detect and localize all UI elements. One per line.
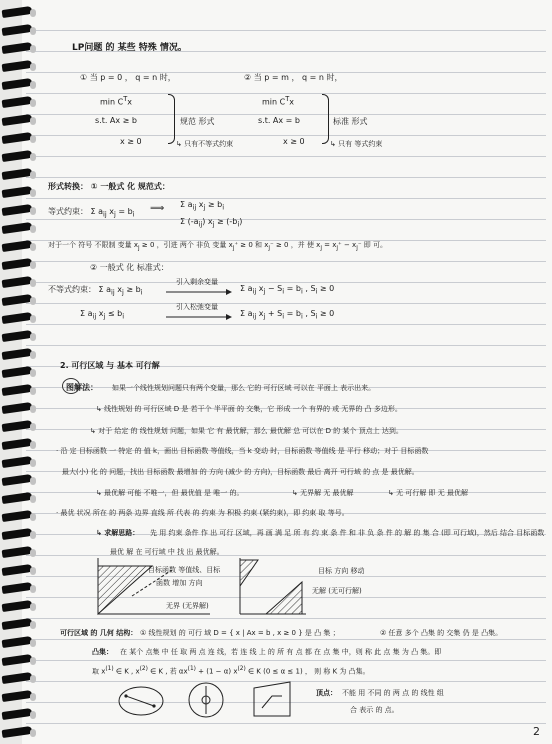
spiral-ring-icon [2, 348, 33, 360]
ruled-line [26, 198, 546, 199]
punch-hole-icon [30, 153, 36, 161]
punch-hole-icon [30, 351, 36, 359]
spiral-ring-icon [2, 564, 33, 576]
punch-hole-icon [30, 297, 36, 305]
spiral-ring-icon [2, 402, 33, 414]
punch-hole-icon [30, 333, 36, 341]
punch-hole-icon [30, 207, 36, 215]
ruled-line [26, 114, 546, 115]
punch-hole-icon [30, 585, 36, 593]
ruled-line [26, 156, 546, 157]
spiral-ring-icon [2, 222, 33, 234]
punch-hole-icon [30, 549, 36, 557]
spiral-ring-icon [2, 96, 33, 108]
vertex-definition-2: 合 表示 的 点。 [350, 706, 399, 714]
solution-approach-label: ↳ 求解思路： [96, 529, 140, 537]
geometry-point-1: ① 线性规划 的 可行 域 D = { x | Ax = b , x ≥ 0 } 是 凸 集 ； [140, 629, 340, 637]
geometry-point-2: ② 任意 多个 凸集 的 交集 仍 是 凸集。 [380, 629, 503, 637]
punch-hole-icon [30, 675, 36, 683]
surplus-arrow-icon [166, 288, 232, 296]
ruled-line [26, 660, 546, 661]
spiral-ring-icon [2, 60, 33, 72]
solution-approach-text: 先 用 约束 条件 作 出 可行 区域，再 画 满 足 所 有 约 束 条 件 和 非 负 条 件 的 解 的 集 合 (即 可行域)，然后 结合 目标函数 [150, 529, 545, 537]
optimal-vertex-note: ↳ 对于 给定 的 线性规划 问题，如果 它 有 最优解，那么 最优解 总 可以在 D 的 某个 顶点上 达到。 [90, 427, 403, 435]
punch-hole-icon [30, 189, 36, 197]
punch-hole-icon [30, 729, 36, 737]
form-conversion-heading: 形式转换： ① 一般式 化 规范式： [48, 182, 170, 191]
punch-hole-icon [30, 603, 36, 611]
spiral-ring-icon [2, 276, 33, 288]
case-2-nonneg: x ≥ 0 [283, 137, 305, 146]
brace-right [322, 94, 329, 144]
punch-hole-icon [30, 639, 36, 647]
punch-hole-icon [30, 315, 36, 323]
section-2-title: 2. 可行区域 与 基本 可行解 [60, 361, 160, 370]
spiral-ring-icon [2, 690, 33, 702]
punch-hole-icon [30, 243, 36, 251]
punch-hole-icon [30, 63, 36, 71]
punch-hole-icon [30, 279, 36, 287]
punch-hole-icon [30, 117, 36, 125]
general-to-standard-heading: ② 一般式 化 标准式： [90, 263, 169, 272]
case-1-constraint: s.t. Ax ≥ b [95, 116, 138, 125]
ineq-geq-standard: Σ $a_{ij}$ $x_j - S_i = b_i$ , $S_i \ge 0$ [240, 284, 335, 296]
spiral-ring-icon [2, 204, 33, 216]
punch-hole-icon [30, 99, 36, 107]
ruled-line [26, 324, 546, 325]
spiral-ring-icon [2, 582, 33, 594]
graph1-label-c: 无界 (无界解) [166, 602, 209, 610]
unbounded-note: ↳ 无界解 无 最优解 [292, 489, 354, 497]
punch-hole-icon [30, 261, 36, 269]
ruled-line [26, 303, 546, 304]
spiral-ring-icon [2, 42, 33, 54]
graph1-label-a: 目标函数 等值线、目标 [148, 566, 221, 574]
graph1-label-b: 函数 增加 方向 [156, 579, 203, 587]
convex-set-icon-circle [186, 680, 226, 720]
punch-hole-icon [30, 711, 36, 719]
ruled-line [26, 345, 546, 346]
spiral-ring-icon [2, 312, 33, 324]
punch-hole-icon [30, 459, 36, 467]
convex-set-label: 凸集： [92, 648, 113, 656]
title-lp-special: LP问题 的 某些 特殊 情况。 [72, 43, 187, 53]
slack-arrow-label: 引入松弛变量 [176, 303, 218, 311]
infeasible-graph-icon [236, 556, 308, 618]
spiral-ring-icon [2, 726, 33, 738]
page-number: 2 [533, 725, 540, 738]
geometry-heading: 可行区域 的 几何 结构： [60, 629, 138, 637]
punch-hole-icon [30, 27, 36, 35]
graphical-method-text: 如果一个线性规划问题只有两个变量，那么 它的 可行区域 可以在 平面上 表示出来。 [112, 384, 376, 392]
ineq-leq-standard: Σ $a_{ij}$ $x_j + S_i = b_i$ , $S_i \ge 0$ [240, 309, 335, 321]
spiral-ring-icon [2, 528, 33, 540]
spiral-ring-icon [2, 384, 33, 396]
spiral-ring-icon [2, 150, 33, 162]
spiral-ring-icon [2, 420, 33, 432]
case-1-note: ↳ 只有不等式约束 [176, 140, 234, 148]
ruled-line [26, 639, 546, 640]
spiral-binding-icon [0, 0, 40, 744]
spiral-ring-icon [2, 240, 33, 252]
punch-hole-icon [30, 171, 36, 179]
ineq-leq: Σ $a_{ij}$ $x_j \le b_i$ [80, 309, 125, 321]
ruled-line [26, 177, 546, 178]
convex-set-formula: 取 $x^{(1)}$ ∈ K , $x^{(2)}$ ∈ K , 若 $\alpha x^{(1)} + (1 - \alpha)$ $x^{(2)}$ ∈ K (0 ≤ α ≤ 1) ， 则 称 K 为 凸集。 [92, 666, 370, 676]
punch-hole-icon [30, 135, 36, 143]
spiral-ring-icon [2, 618, 33, 630]
punch-hole-icon [30, 9, 36, 17]
spiral-ring-icon [2, 78, 33, 90]
free-variable-note: 对于一个 符号 不限制 变量 $x_j \ge 0$ ，引进 两个 非负 变量 $x_j^+ \ge 0$ 和 $x_j^- \ge 0$ ，并 使 $x_j = x_j^+ - x_j^-$ 即 可。 [48, 241, 387, 252]
uniqueness-note: ↳ 最优解 可能 不唯一，但 最优值 是 唯一 的。 [96, 489, 244, 497]
spiral-ring-icon [2, 600, 33, 612]
case-2-constraint: s.t. Ax = b [258, 116, 301, 125]
vertex-label: 顶点： [316, 689, 337, 697]
level-line-note-1: · 沿 定 目标函数 一 特定 的 值 k，画出 目标函数 等值线，当 k 变动 时，目标函数 等值线 是 平行 移动；对于 目标函数 [56, 447, 429, 455]
spiral-ring-icon [2, 672, 33, 684]
punch-hole-icon [30, 567, 36, 575]
ruled-line [26, 30, 546, 31]
infeasible-note: ↳ 无 可行解 即 无 最优解 [388, 489, 468, 497]
spiral-ring-icon [2, 114, 33, 126]
case-2-heading: ② 当 p = m ， q = n 时， [244, 73, 343, 82]
graph2-label-a: 目标 方向 移动 [318, 567, 365, 575]
case-1-objective: $\min C^Tx$ [100, 95, 133, 107]
spiral-ring-icon [2, 492, 33, 504]
feasible-region-note: ↳ 线性规划 的 可行区域 D 是 若干个 半平面 的 交集，它 形成 一个 有界的 或 无界的 凸 多边形。 [96, 405, 402, 413]
convex-set-icon-ellipse [116, 684, 166, 718]
spiral-ring-icon [2, 168, 33, 180]
equality-to-geq: Σ $a_{ij}$ $x_j \ge b_i$ [180, 200, 225, 212]
vertex-definition: 不能 用 不同 的 两 点 的 线性 组 [342, 689, 444, 697]
punch-hole-icon [30, 513, 36, 521]
punch-hole-icon [30, 423, 36, 431]
punch-hole-icon [30, 81, 36, 89]
canonical-form-label: 规范 形式 [180, 117, 215, 126]
spiral-ring-icon [2, 654, 33, 666]
spiral-ring-icon [2, 294, 33, 306]
ineq-geq: 不等式约束： Σ $a_{ij}$ $x_j \ge b_i$ [48, 285, 143, 297]
equality-to-neg-geq: Σ $(-a_{ij}) x_j \ge (-b_i)$ [180, 217, 243, 229]
surplus-arrow-label: 引入剩余变量 [176, 278, 218, 286]
circle-mark-icon [62, 378, 80, 394]
ruled-line [26, 93, 546, 94]
ruled-line [26, 723, 546, 724]
punch-hole-icon [30, 45, 36, 53]
spiral-ring-icon [2, 636, 33, 648]
punch-hole-icon [30, 369, 36, 377]
ruled-line [26, 135, 546, 136]
level-line-note-2: 最大(小) 化 的 问题，找出 目标函数 最增加 的 方向 (减少 的 方向)，目标函数 最后 离开 可行域 的 点 是 最优解。 [62, 468, 419, 476]
case-2-note: ↳ 只有 等式约束 [330, 140, 383, 148]
slack-arrow-icon [166, 313, 232, 321]
punch-hole-icon [30, 531, 36, 539]
ruled-line [26, 282, 546, 283]
spiral-ring-icon [2, 510, 33, 522]
spiral-ring-icon [2, 132, 33, 144]
convex-set-icon-polygon [250, 680, 294, 720]
punch-hole-icon [30, 693, 36, 701]
spiral-ring-icon [2, 330, 33, 342]
convex-set-definition: 在 某个 点集 中 任 取 两 点 连 线，若 连 线 上 的 所 有 点 都 在 点 集 中，则 称 此 点 集 为 凸 集。即 [120, 648, 442, 656]
equality-constraint: 等式约束： Σ $a_{ij}$ $x_j = b_i$ [48, 207, 135, 219]
spiral-ring-icon [2, 258, 33, 270]
punch-hole-icon [30, 621, 36, 629]
case-1-nonneg: x ≥ 0 [120, 137, 142, 146]
punch-hole-icon [30, 405, 36, 413]
implies-arrow: ⟹ [150, 203, 165, 214]
spiral-ring-icon [2, 456, 33, 468]
punch-hole-icon [30, 225, 36, 233]
solution-approach-text-2: 最优 解 在 可行域 中 找 出 最优解。 [110, 548, 224, 556]
brace-left [168, 94, 175, 144]
case-1-heading: ① 当 p = 0 ， q = n 时， [80, 73, 176, 82]
spiral-ring-icon [2, 438, 33, 450]
punch-hole-icon [30, 387, 36, 395]
spiral-ring-icon [2, 6, 33, 18]
case-2-objective: $\min C^Tx$ [262, 95, 295, 107]
spiral-ring-icon [2, 546, 33, 558]
spiral-ring-icon [2, 474, 33, 486]
spiral-ring-icon [2, 186, 33, 198]
graphical-method-label: 图解法： [66, 383, 98, 392]
standard-form-label: 标准 形式 [333, 117, 368, 126]
ruled-line [26, 618, 546, 619]
spiral-ring-icon [2, 366, 33, 378]
graph2-label-b: 无解 (无可行解) [312, 587, 362, 595]
ruled-line [26, 219, 546, 220]
punch-hole-icon [30, 441, 36, 449]
spiral-ring-icon [2, 24, 33, 36]
binding-constraint-note: · 最优 状况 所在 的 两条 边界 直线 所 代表 的 约束 为 积极 约束 (紧约束)，即 约束 取 等号。 [56, 509, 349, 517]
punch-hole-icon [30, 477, 36, 485]
punch-hole-icon [30, 495, 36, 503]
punch-hole-icon [30, 657, 36, 665]
spiral-ring-icon [2, 708, 33, 720]
